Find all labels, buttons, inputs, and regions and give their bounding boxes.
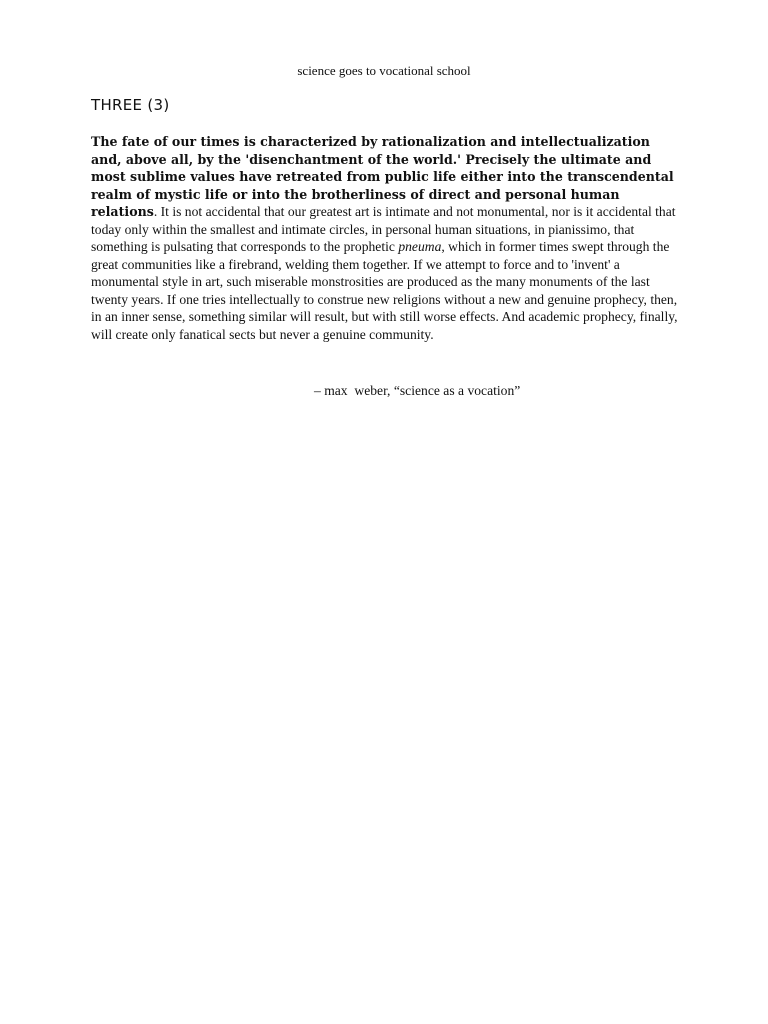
quote-paragraph xyxy=(91,133,679,343)
quote-text-part1: . It is not accidental that our greatest art is intimate and not monumental, nor is it accidental that today only within the smallest and intimate circles, in personal human situations, in pianissimo, that something is pulsating that corresponds to the prophetic xyxy=(91,204,676,254)
quote-attribution: – max weber, “science as a vocation” xyxy=(314,383,521,398)
quote-italic-word: pneuma xyxy=(398,239,442,254)
running-header: science goes to vocational school xyxy=(297,63,471,78)
quote-bold-lead: The fate of our times is characterized by rationalization and intellectualization and, above all, by the 'disenchantment of the world.' Precisely the ultimate and most sublime values have retreated from public life either into the transcendental realm of mystic life or into the brotherliness of direct and personal human relations xyxy=(91,134,674,219)
section-heading: THREE (3) xyxy=(91,96,170,114)
quote-text-part2: , which in former times swept through the great communities like a firebrand, welding them together. If we attempt to force and to 'invent' a monumental style in art, such miserable monstrosities are produced as the many monuments of the last twenty years. If one tries intellectually to construe new religions without a new and genuine prophecy, then, in an inner sense, something similar will result, but with still worse effects. And academic prophecy, finally, will create only fanatical sects but never a genuine community. xyxy=(91,239,678,342)
